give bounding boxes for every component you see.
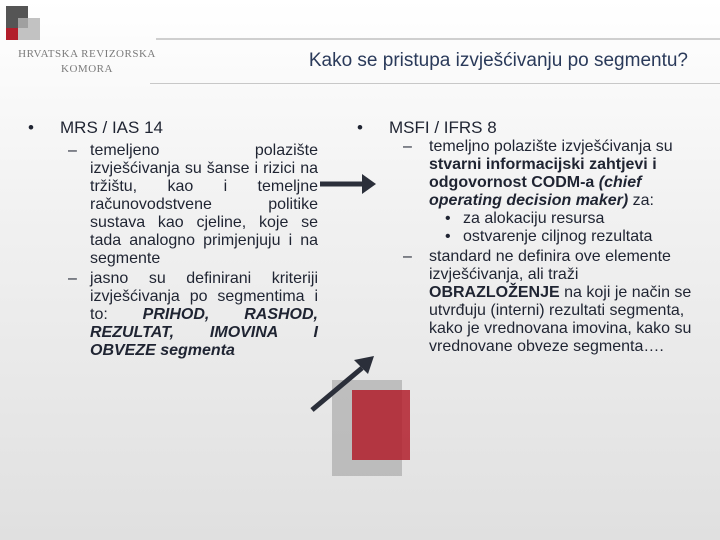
right-column	[357, 118, 697, 356]
right-subitem-2-text: ostvarenje ciljnog rezultata	[463, 228, 653, 245]
right-item-2-text-a: standard ne definira ove elemente izvješćivanja, ali traži	[429, 248, 671, 283]
logo-text	[14, 47, 160, 77]
right-heading	[357, 118, 697, 138]
page-title: Kako se pristupa izvješćivanju po segmentu?	[308, 50, 688, 71]
logo-line-2: KOMORA	[61, 63, 113, 75]
right-heading-text: MSFI / IFRS 8	[389, 118, 497, 137]
dash-icon: –	[403, 138, 412, 155]
right-subitem-1	[357, 210, 697, 228]
right-item-1	[357, 138, 697, 210]
logo-line-1: HRVATSKA REVIZORSKA	[18, 48, 156, 60]
logo-mark	[4, 4, 44, 44]
left-item-1	[28, 142, 318, 268]
left-item-2-text: jasno su definirani kriteriji izvješćivanja po segmentima i to:	[90, 270, 318, 323]
right-subitem-1-text: za alokaciju resursa	[463, 210, 605, 227]
dash-icon: –	[68, 142, 77, 159]
bullet-icon: •	[445, 210, 451, 227]
left-item-2	[28, 270, 318, 360]
arrow-up-right-icon	[306, 352, 378, 416]
left-item-2-emphasis: PRIHOD, RASHOD, REZULTAT, IMOVINA I OBVEZE segmenta	[90, 306, 318, 359]
bullet-icon: •	[28, 118, 34, 137]
right-subitem-2	[357, 228, 697, 246]
right-item-1-text-b: za:	[628, 192, 654, 209]
right-item-2-bold: OBRAZLOŽENJE	[429, 284, 560, 301]
right-item-1-bold: stvarni informacijski zahtjevi i odgovornost CODM-a	[429, 156, 657, 191]
right-item-2	[357, 248, 697, 356]
left-item-1-text: temeljeno polazište izvješćivanja su šanse i rizici na tržištu, kao i temeljne računovodstvene politike sustava kao cjeline, koje se tada analogno primjenjuju i na segmente	[90, 142, 318, 267]
left-heading	[28, 118, 318, 138]
header-divider	[156, 38, 720, 40]
dash-icon: –	[68, 270, 77, 287]
right-item-1-bold-italic: (chief operating decision maker)	[429, 174, 642, 209]
right-item-2-text-b: na koji je način se utvrđuju (interni) rezultati segmenta, kako je vrednovana imovina, kako su vrednovane obveze segmenta….	[429, 284, 692, 355]
dash-icon: –	[403, 248, 412, 265]
left-column	[28, 118, 318, 360]
title-divider	[150, 83, 720, 84]
right-item-1-text-a: temeljno polazište izvješćivanja su	[429, 138, 673, 155]
bullet-icon: •	[445, 228, 451, 245]
left-heading-text: MRS / IAS 14	[60, 118, 163, 137]
bullet-icon: •	[357, 118, 363, 137]
